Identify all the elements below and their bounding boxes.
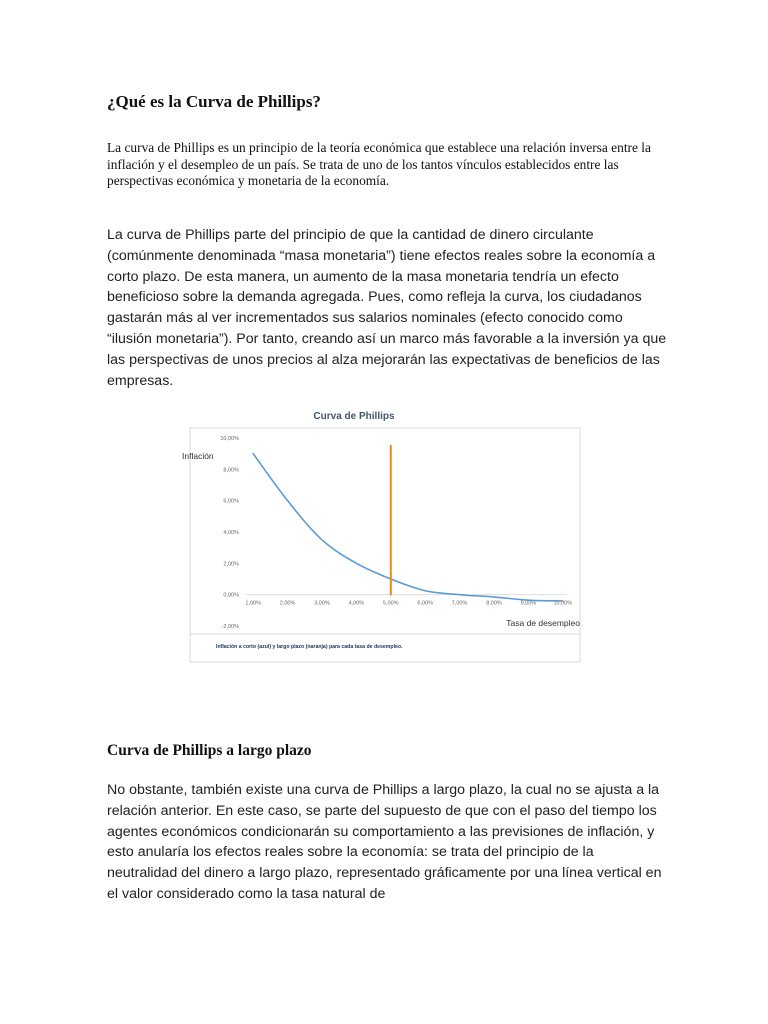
y-tick-label: 0,00% <box>223 592 239 599</box>
section-title-long-run: Curva de Phillips a largo plazo <box>107 742 312 759</box>
y-tick-label: 6,00% <box>223 498 239 505</box>
y-tick-label: 10,00% <box>220 436 239 442</box>
chart-caption: Inflación a corto (azul) y largo plazo (naranja) para cada tasa de desempleo. <box>216 644 403 650</box>
y-axis-label: Inflación <box>182 451 214 461</box>
x-tick-label: 5,00% <box>382 600 399 607</box>
chart-title: Curva de Phillips <box>313 411 395 422</box>
x-axis-label: Tasa de desempleo <box>506 618 580 628</box>
y-tick-label: 2,00% <box>223 561 239 568</box>
x-tick-label: 9,00% <box>520 600 537 607</box>
y-tick-label: 4,00% <box>223 530 239 536</box>
phillips-curve-chart <box>180 404 590 664</box>
x-tick-label: 8,00% <box>486 600 502 607</box>
money-supply-paragraph: La curva de Phillips parte del principio de que la cantidad de dinero circulante (comúnmente denominada “masa monetaria”) tiene efectos reales sobre la economía a corto plazo. De esta manera, un aumento de la masa monetaria tendría un efecto beneficioso sobre la demanda agregada. Pues, como refleja la curva, los ciudadanos gastarán más al ver incrementados sus salarios nominales (efecto conocido como “ilusión monetaria”). Por tanto, creando así un marco más favorable a la inversión ya que las perspectivas de unos precios al alza mejorarán las expectativas de beneficios de las empresas. <box>107 227 667 389</box>
x-tick-label: 1,00% <box>245 600 262 607</box>
x-tick-label: 4,00% <box>348 600 365 607</box>
y-tick-label: -2,00% <box>221 624 239 630</box>
article-title: ¿Qué es la Curva de Phillips? <box>107 92 321 111</box>
x-tick-label: 3,00% <box>314 600 330 607</box>
x-tick-label: 6,00% <box>417 600 434 607</box>
long-run-paragraph: No obstante, también existe una curva de Phillips a largo plazo, la cual no se ajusta a la relación anterior. En este caso, se parte del supuesto de que con el paso del tiempo los agentes económicos condicionarán su comportamiento a las previsiones de inflación, y esto anularía los efectos reales sobre la economía: se trata del principio de la neutralidad del dinero a largo plazo, representado gráficamente por una línea vertical en el valor considerado como la tasa natural de <box>107 782 662 902</box>
intro-paragraph: La curva de Phillips es un principio de la teoría económica que establece una relación inversa entre la inflación y el desempleo de un país. Se trata de uno de los tantos vínculos establecidos entre las perspectivas económica y monetaria de la economía. <box>107 140 651 188</box>
x-tick-label: 7,00% <box>451 600 468 607</box>
y-tick-label: 8,00% <box>223 467 239 474</box>
x-tick-label: 10,00% <box>553 600 573 607</box>
x-tick-label: 2,00% <box>279 600 296 607</box>
